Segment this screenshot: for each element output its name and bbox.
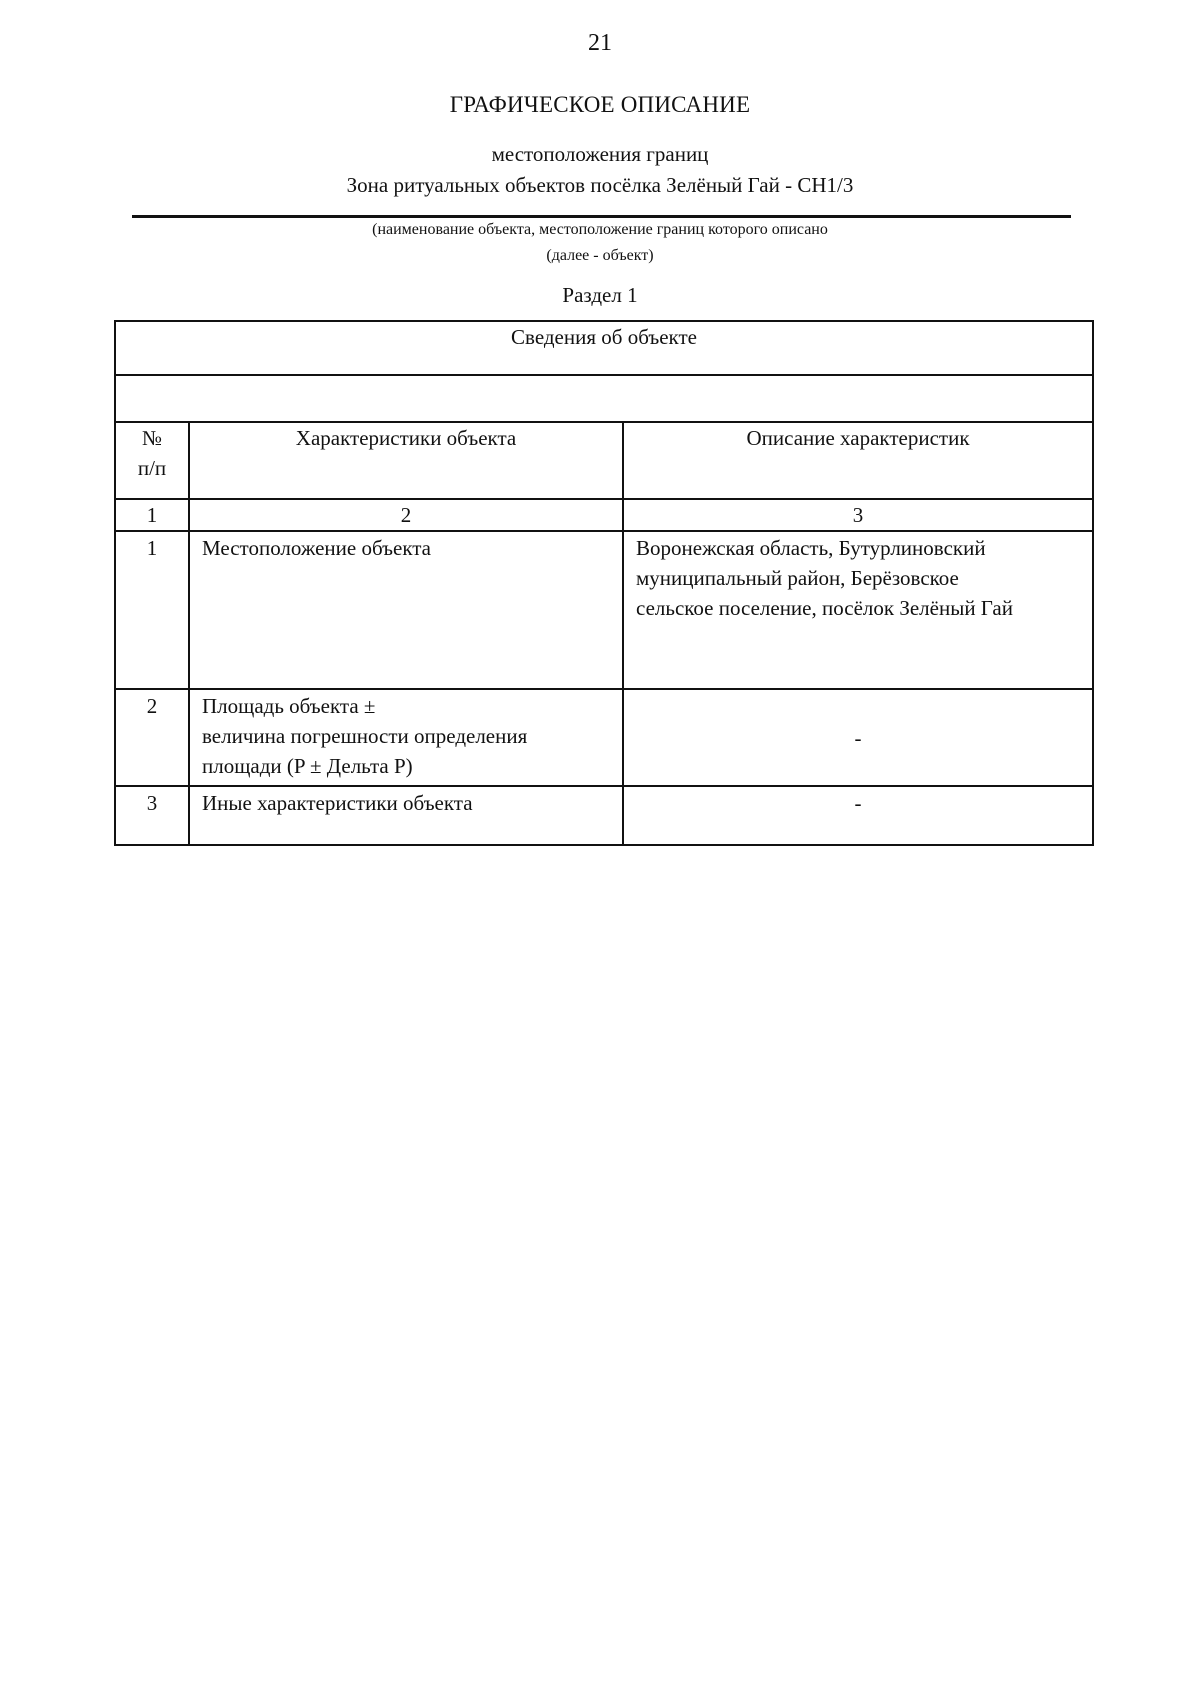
row-characteristic [189, 531, 623, 689]
table-header: Сведения об объекте [115, 321, 1093, 375]
characteristic-line: Местоположение объекта [202, 536, 432, 560]
row-characteristic [189, 786, 623, 845]
column-header-number-line-1: № [141, 426, 163, 450]
table-blank-row [115, 375, 1093, 422]
row-description [623, 786, 1093, 845]
characteristic-line: Площадь объекта ± [202, 694, 376, 718]
page-number: 21 [588, 30, 612, 56]
row-characteristic [189, 689, 623, 786]
title-underline [132, 215, 1071, 218]
table-row [115, 689, 1093, 786]
column-number: 1 [115, 499, 189, 531]
section-label: Раздел 1 [562, 283, 638, 307]
column-header-characteristics: Характеристики объекта [189, 422, 623, 499]
table-row [115, 786, 1093, 845]
column-number: 2 [189, 499, 623, 531]
characteristic-line: Иные характеристики объекта [202, 791, 473, 815]
caption-line-2: (далее - объект) [546, 247, 654, 264]
subtitle-line-1: местоположения границ [491, 142, 709, 166]
description-line: Воронежская область, Бутурлиновский [636, 536, 986, 560]
description-line: сельское поселение, посёлок Зелёный Гай [636, 596, 1013, 620]
description-line: - [854, 791, 862, 815]
column-number: 3 [623, 499, 1093, 531]
characteristic-line: площади (P ± Дельта P) [202, 754, 413, 778]
row-number: 1 [115, 531, 189, 689]
description-line: муниципальный район, Берёзовское [636, 566, 959, 590]
document-title: ГРАФИЧЕСКОЕ ОПИСАНИЕ [449, 92, 751, 117]
table-row [115, 531, 1093, 689]
row-number: 3 [115, 786, 189, 845]
row-number: 2 [115, 689, 189, 786]
subtitle-line-2: Зона ритуальных объектов посёлка Зелёный Гай - СН1/3 [346, 173, 854, 197]
description-line: - [854, 725, 862, 750]
characteristic-line: величина погрешности определения [202, 724, 528, 748]
column-header-description: Описание характеристик [623, 422, 1093, 499]
object-info-table [114, 320, 1094, 846]
row-description [623, 689, 1093, 786]
column-header-number [115, 422, 189, 499]
caption-line-1: (наименование объекта, местоположение границ которого описано [372, 221, 828, 238]
column-header-number-line-2: п/п [137, 456, 167, 480]
row-description [623, 531, 1093, 689]
